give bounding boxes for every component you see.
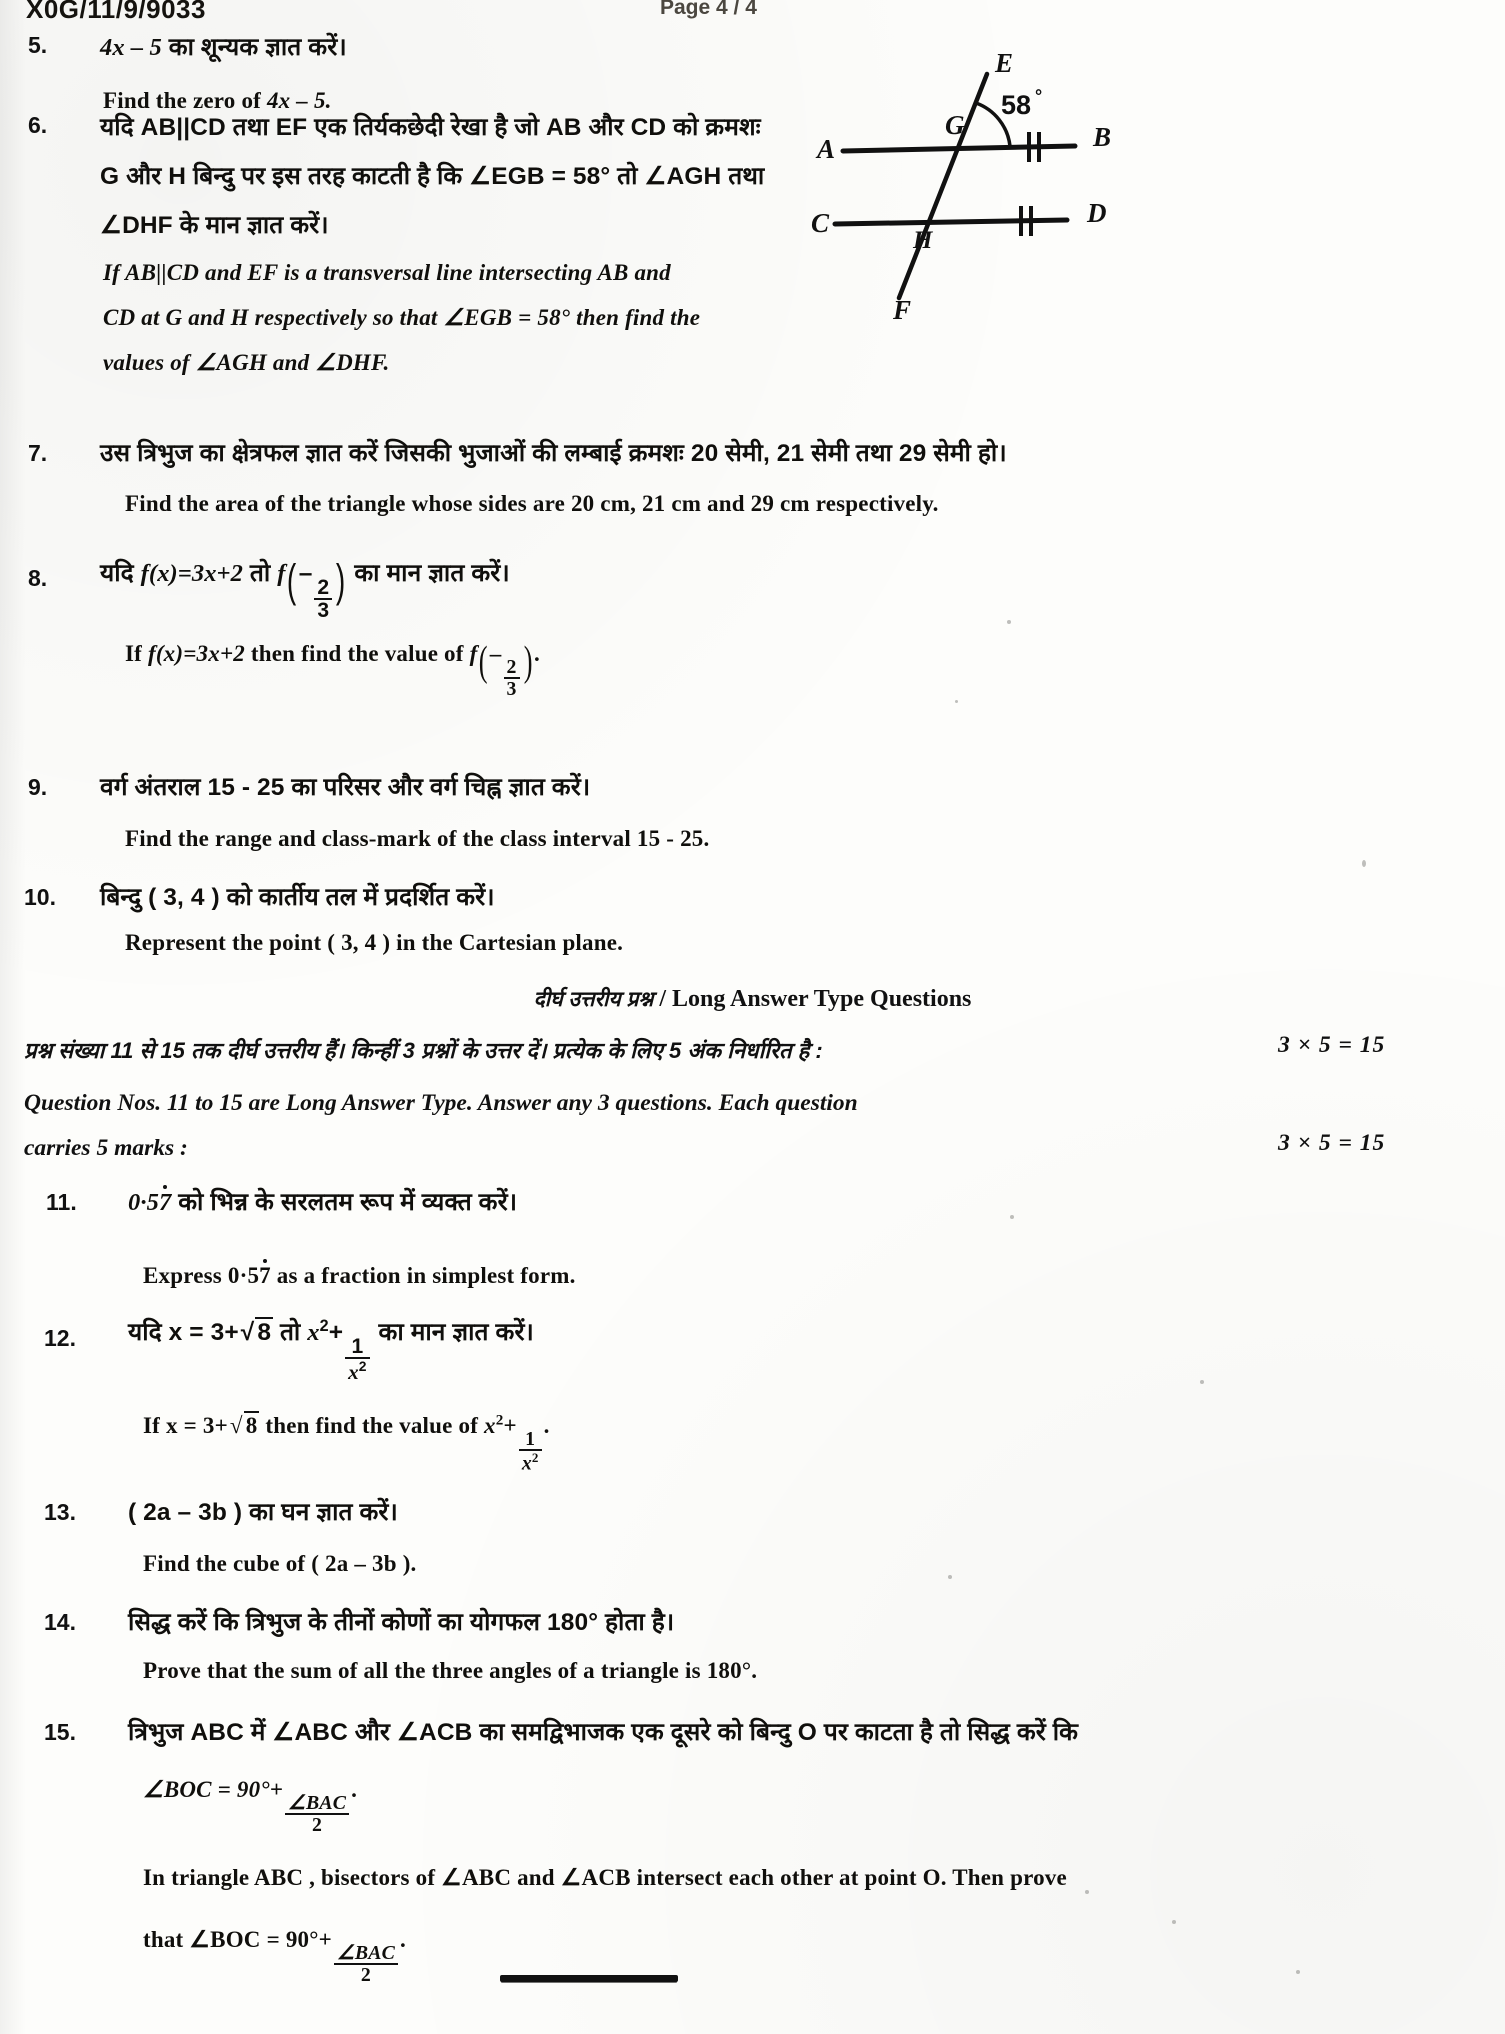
question-8-hindi-function: f(x)=3x+2 (140, 560, 243, 588)
question-12-english-expr-base: x (484, 1413, 496, 1438)
fraction-denominator-power: 2 (531, 1450, 539, 1466)
question-15-english-line-1: In triangle ABC , bisectors of ∠ABC and ∠ACB intersect each other at point O. Then prove (143, 1865, 1067, 1890)
page-header (0, 0, 1505, 24)
diagram-angle-value: 58 (1001, 90, 1032, 120)
question-10-hindi: बिन्दु ( 3, 4 ) को कार्तीय तल में प्रदर्शित करें। (100, 884, 495, 911)
scan-speckle (1085, 1890, 1089, 1894)
fraction-denominator-power: 2 (358, 1358, 367, 1375)
section-heading-hindi: दीर्घ उत्तरीय प्रश्न (533, 988, 654, 1011)
question-8-hindi-suffix: का मान ज्ञात करें। (347, 560, 510, 588)
fraction-denominator (519, 1449, 542, 1474)
question-15-english-formula-period: . (400, 1927, 406, 1952)
close-paren-icon: ) (336, 555, 346, 606)
question-6-english-line-1: If AB||CD and EF is a transversal line intersecting AB and (103, 260, 671, 285)
question-13-number: 13. (44, 1499, 76, 1525)
question-15-hindi-formula-fraction (285, 1793, 349, 1835)
question-8-hindi-prefix: यदि (100, 560, 141, 588)
scan-speckle (1296, 1970, 1300, 1974)
question-5-hindi-text: का शून्यक ज्ञात करें। (161, 34, 347, 61)
question-8-english-period: . (533, 640, 540, 666)
page-number-label: Page 4 / 4 (660, 0, 757, 19)
question-11-hindi-decimal: 0·5 (128, 1189, 159, 1216)
fraction-denominator: 3 (314, 598, 332, 621)
line-EF-transversal (899, 74, 987, 298)
question-13-english: Find the cube of ( 2a – 3b ). (143, 1551, 417, 1576)
question-10-english: Represent the point ( 3, 4 ) in the Cartesian plane. (125, 930, 624, 955)
square-root-icon: √ 8 (240, 1319, 272, 1346)
question-12-hindi-expr-base: x (307, 1319, 320, 1346)
question-12-english-middle: then find the value of (259, 1413, 484, 1438)
question-12-hindi-expr-power: 2 (319, 1316, 329, 1335)
question-11-english-prefix: Express 0·5 (143, 1263, 260, 1288)
question-11-english (143, 1263, 576, 1289)
question-7-hindi: उस त्रिभुज का क्षेत्रफल ज्ञात करें जिसकी भुजाओं की लम्बाई क्रमशः 20 सेमी, 21 सेमी तथा 29 सेमी हो। (100, 440, 1007, 467)
section-heading-separator: / (653, 986, 672, 1012)
fraction-numerator: 1 (525, 1427, 536, 1450)
question-11-hindi-text: को भिन्न के सरलतम रूप में व्यक्त करें। (171, 1189, 518, 1216)
scan-speckle (1362, 860, 1366, 867)
diagram-label-F: F (893, 295, 912, 325)
square-root-icon: √ 8 (229, 1413, 258, 1438)
fraction-numerator: 2 (317, 575, 330, 599)
question-11-english-repeating-digit: 7 (259, 1263, 271, 1288)
scan-speckle (1010, 1215, 1014, 1219)
section-marks-hindi: 3 × 5 = 15 (1278, 1032, 1386, 1058)
question-12-hindi-middle: तो (273, 1319, 308, 1346)
question-5-hindi-expression: 4x – 5 (100, 34, 162, 61)
question-6-number: 6. (28, 112, 48, 138)
question-6-english-line-3: values of ∠AGH and ∠DHF. (103, 350, 390, 375)
question-15-number: 15. (44, 1719, 76, 1745)
paper-code: X0G/11/9/9033 (26, 0, 206, 24)
question-12-hindi (128, 1315, 534, 1384)
question-12-english-fraction (519, 1429, 542, 1474)
question-7-number: 7. (28, 440, 48, 466)
diagram-label-B: B (1093, 122, 1112, 152)
question-12-english-period: . (543, 1413, 550, 1438)
question-8-english-function: f(x)=3x+2 (147, 640, 245, 666)
question-12-english (143, 1411, 550, 1474)
question-6-hindi-line-1: यदि AB||CD तथा EF एक तिर्यकछेदी रेखा है जो AB और CD को क्रमशः (100, 114, 761, 141)
fraction-denominator-base: x (348, 1360, 359, 1385)
fraction-denominator-base: x (521, 1452, 532, 1475)
end-of-paper-rule (500, 1975, 678, 1982)
question-9-english: Find the range and class-mark of the class interval 15 - 25. (125, 826, 710, 851)
question-5-english-text: Find the zero of (103, 88, 267, 113)
question-8-hindi-fraction (314, 577, 332, 622)
question-9-hindi: वर्ग अंतराल 15 - 25 का परिसर और वर्ग चिह्न ज्ञात करें। (100, 774, 591, 801)
question-12-english-expr-power: 2 (495, 1411, 504, 1429)
question-8-english-fraction (504, 657, 520, 699)
question-14-english: Prove that the sum of all the three angles of a triangle is 180°. (143, 1658, 758, 1683)
question-8-hindi-f-symbol: f (277, 560, 286, 588)
section-marks-english: 3 × 5 = 15 (1278, 1130, 1386, 1156)
question-11-hindi (128, 1185, 517, 1218)
question-12-english-plus: + (503, 1413, 517, 1438)
question-5-english-expression: 4x – 5. (266, 88, 332, 113)
diagram-label-A: A (817, 134, 836, 164)
question-5-number: 5. (28, 32, 48, 58)
close-paren-icon: ) (523, 638, 533, 685)
question-8-english-sign: – (489, 640, 502, 666)
question-11-hindi-repeating-digit: 7 (158, 1189, 172, 1216)
question-8-english (125, 637, 540, 699)
open-paren-icon: ( (287, 555, 297, 606)
fraction-denominator: 2 (285, 1813, 349, 1835)
fraction-denominator: 2 (334, 1963, 398, 1985)
diagram-label-E: E (995, 48, 1014, 78)
transversal-geometry-diagram (805, 46, 1135, 326)
question-8-hindi-sign: – (298, 560, 313, 588)
section-heading-long-answer (0, 985, 1505, 1013)
question-12-hindi-plus: + (328, 1319, 344, 1346)
question-15-hindi-formula-lhs: ∠BOC = 90°+ (143, 1777, 284, 1802)
question-13-hindi: ( 2a – 3b ) का घन ज्ञात करें। (128, 1499, 398, 1526)
question-8-english-prefix: If (125, 640, 148, 666)
question-11-number: 11. (46, 1189, 77, 1215)
question-6-hindi-line-2: G और H बिन्दु पर इस तरह काटती है कि ∠EGB = 58° तो ∠AGH तथा (100, 163, 765, 190)
scan-speckle (948, 1575, 952, 1579)
question-12-english-prefix: If x = 3+ (143, 1413, 228, 1438)
question-15-hindi-formula-period: . (351, 1777, 358, 1802)
question-11-english-suffix: as a fraction in simplest form. (270, 1263, 576, 1288)
question-14-hindi: सिद्ध करें कि त्रिभुज के तीनों कोणों का योगफल 180° होता है। (128, 1609, 675, 1636)
diagram-label-C: C (811, 208, 830, 238)
fraction-denominator: 3 (504, 677, 520, 699)
question-15-english-formula-fraction (334, 1943, 398, 1985)
scan-speckle (1007, 620, 1011, 624)
question-5-hindi (100, 30, 347, 63)
section-instruction-english-line-1: Question Nos. 11 to 15 are Long Answer Type. Answer any 3 questions. Each question (24, 1090, 858, 1116)
diagram-angle-degree-symbol: ° (1035, 86, 1043, 106)
question-12-hindi-fraction (345, 1336, 369, 1384)
question-8-english-f-symbol: f (469, 640, 478, 666)
diagram-label-D: D (1087, 198, 1107, 228)
question-8-hindi-middle: तो (242, 560, 278, 588)
open-paren-icon: ( (479, 638, 489, 685)
question-15-english-formula (143, 1927, 406, 1985)
question-15-hindi-line-1: त्रिभुज ABC में ∠ABC और ∠ACB का समद्विभाजक एक दूसरे को बिन्दु O पर काटता है तो सिद्ध करें कि (128, 1719, 1079, 1746)
question-8-number: 8. (28, 565, 48, 591)
question-10-number: 10. (24, 884, 56, 910)
radicand: 8 (245, 1413, 258, 1438)
fraction-numerator: ∠BAC (288, 1791, 347, 1814)
question-12-hindi-suffix: का मान ज्ञात करें। (371, 1319, 534, 1346)
fraction-numerator: 1 (351, 1334, 364, 1358)
section-instruction-hindi: प्रश्न संख्या 11 से 15 तक दीर्घ उत्तरीय हैं। किन्हीं 3 प्रश्नों के उत्तर दें। प्रत्येक के लिए 5 अंक निर्धारित है : (24, 1038, 823, 1063)
fraction-numerator: ∠BAC (336, 1941, 396, 1964)
question-12-hindi-prefix: यदि x = 3+ (128, 1319, 239, 1346)
question-8-hindi (100, 555, 510, 622)
question-6-english-line-2: CD at G and H respectively so that ∠EGB = 58° then find the (103, 305, 701, 330)
question-9-number: 9. (28, 774, 48, 800)
question-8-english-middle: then find the value of (244, 640, 470, 666)
question-7-english: Find the area of the triangle whose sides are 20 cm, 21 cm and 29 cm respectively. (125, 491, 939, 516)
question-15-english-formula-lhs: that ∠BOC = 90°+ (143, 1927, 332, 1952)
diagram-label-H: H (913, 227, 933, 254)
fraction-numerator: 2 (506, 655, 517, 678)
question-6-hindi-line-3: ∠DHF के मान ज्ञात करें। (100, 212, 329, 239)
diagram-label-G: G (945, 110, 965, 140)
section-heading-english: Long Answer Type Questions (671, 986, 972, 1012)
radicand: 8 (257, 1319, 272, 1346)
fraction-denominator (345, 1357, 369, 1383)
question-14-number: 14. (44, 1609, 76, 1635)
scan-speckle (1200, 1380, 1204, 1384)
question-15-hindi-formula (143, 1777, 357, 1835)
scan-speckle (955, 700, 958, 703)
question-12-number: 12. (44, 1325, 76, 1351)
section-instruction-english-line-2: carries 5 marks : (24, 1135, 188, 1161)
scan-speckle (1172, 1920, 1176, 1924)
